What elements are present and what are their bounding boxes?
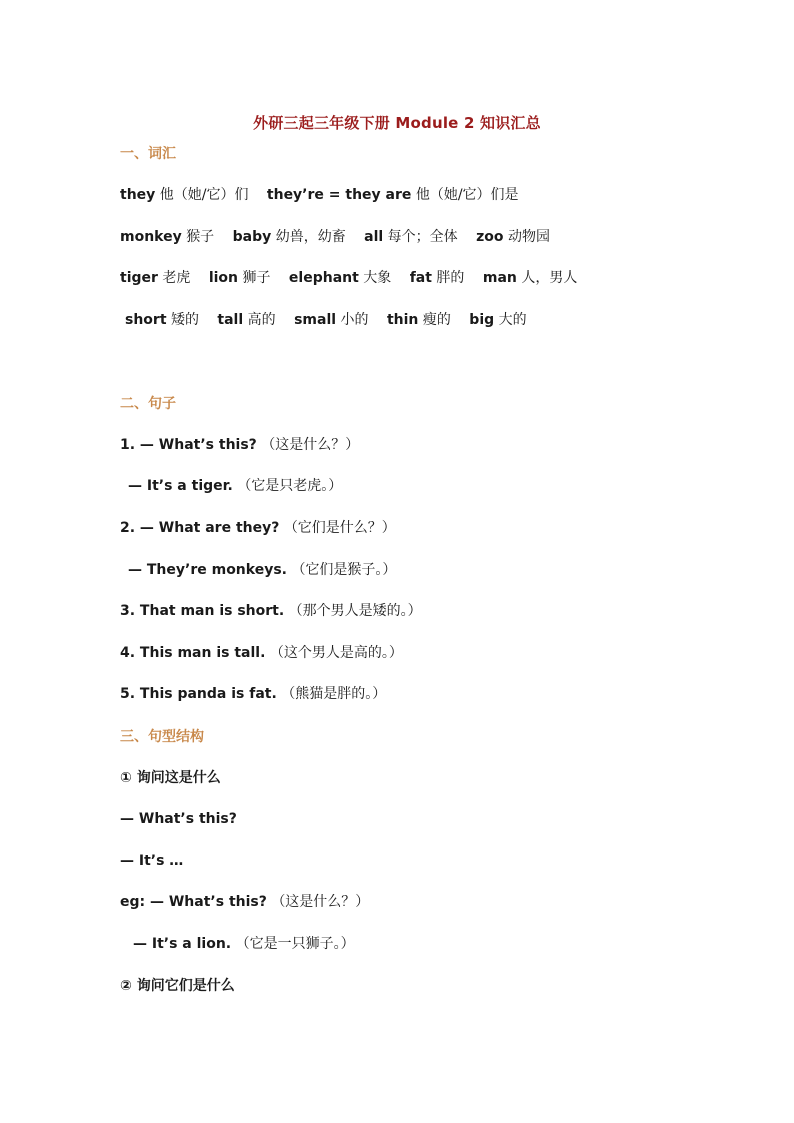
vocab-meaning: 每个；全体 — [387, 229, 458, 245]
document-title: 外研三起三年级下册 Module 2 知识汇总 — [253, 114, 541, 132]
vocab-word: tiger — [120, 270, 158, 286]
sentence-cn: （那个男人是矮的。） — [288, 603, 422, 619]
vocab-meaning: 小的 — [340, 312, 369, 328]
sentence-line — [128, 560, 396, 580]
structure-cn: （它是一只狮子。） — [235, 936, 355, 952]
sentence-en: 4. This man is tall. — [120, 645, 266, 661]
structure-cn: （这是什么？） — [271, 894, 370, 910]
vocab-row — [120, 268, 577, 288]
section-heading-vocab: 一、词汇 — [120, 146, 176, 162]
vocab-meaning: 猴子 — [186, 229, 215, 245]
sentence-cn: （熊猫是胖的。） — [281, 686, 387, 702]
vocab-word: tall — [217, 312, 244, 328]
structure-line: — It’s … — [120, 853, 184, 869]
sentence-en: — They’re monkeys. — [128, 562, 287, 578]
sentence-en: 5. This panda is fat. — [120, 686, 277, 702]
vocab-meaning: 他（她/它）们是 — [415, 187, 519, 203]
sentence-cn: （它是只老虎。） — [237, 478, 343, 494]
vocab-meaning: 老虎 — [162, 270, 191, 286]
vocab-meaning: 他（她/它）们 — [159, 187, 249, 203]
section-heading-sentences: 二、句子 — [120, 396, 176, 412]
structure-en: eg: — What’s this? — [120, 894, 267, 910]
vocab-word: lion — [208, 270, 239, 286]
sentence-line — [120, 518, 396, 538]
sentence-en: 3. That man is short. — [120, 603, 285, 619]
vocab-row — [120, 227, 550, 247]
vocab-word: elephant — [288, 270, 359, 286]
vocab-meaning: 动物园 — [507, 229, 550, 245]
sentence-line — [120, 601, 422, 621]
vocab-meaning: 幼兽，幼畜 — [275, 229, 346, 245]
vocab-word: they’re = they are — [266, 187, 412, 203]
sentence-cn: （它们是猴子。） — [291, 562, 397, 578]
vocab-word: big — [469, 312, 495, 328]
vocab-word: baby — [232, 229, 272, 245]
vocab-word: thin — [386, 312, 419, 328]
sentence-en: 1. — What’s this? — [120, 437, 257, 453]
vocab-word: man — [482, 270, 517, 286]
sentence-line — [120, 643, 403, 663]
structure-line — [133, 934, 355, 954]
sentence-cn: （这是什么？） — [261, 437, 360, 453]
section-heading-structures: 三、句型结构 — [120, 729, 204, 745]
sentence-en: — It’s a tiger. — [128, 478, 233, 494]
vocab-meaning: 狮子 — [242, 270, 271, 286]
vocab-meaning: 胖的 — [436, 270, 465, 286]
sentence-line — [120, 435, 359, 455]
vocab-meaning: 大的 — [498, 312, 527, 328]
vocab-meaning: 矮的 — [170, 312, 199, 328]
vocab-meaning: 人，男人 — [521, 270, 578, 286]
structure-line: — What’s this? — [120, 811, 237, 827]
structure-line — [120, 892, 369, 912]
vocab-word: small — [294, 312, 337, 328]
vocab-word: short — [125, 312, 167, 328]
sentence-cn: （这个男人是高的。） — [269, 645, 403, 661]
structure-line: ① 询问这是什么 — [120, 770, 221, 786]
sentence-en: 2. — What are they? — [120, 520, 280, 536]
vocab-row — [125, 310, 527, 330]
vocab-word: fat — [409, 270, 432, 286]
vocab-row — [120, 185, 519, 205]
sentence-cn: （它们是什么？） — [283, 520, 396, 536]
vocab-word: zoo — [476, 229, 504, 245]
vocab-meaning: 大象 — [363, 270, 392, 286]
vocab-meaning: 瘦的 — [422, 312, 451, 328]
sentence-line — [128, 476, 342, 496]
vocab-meaning: 高的 — [247, 312, 276, 328]
structure-line: ② 询问它们是什么 — [120, 978, 235, 994]
structure-en: — It’s a lion. — [133, 936, 232, 952]
sentence-line — [120, 684, 386, 704]
vocab-word: they — [120, 187, 156, 203]
vocab-word: monkey — [120, 229, 182, 245]
vocab-word: all — [364, 229, 384, 245]
